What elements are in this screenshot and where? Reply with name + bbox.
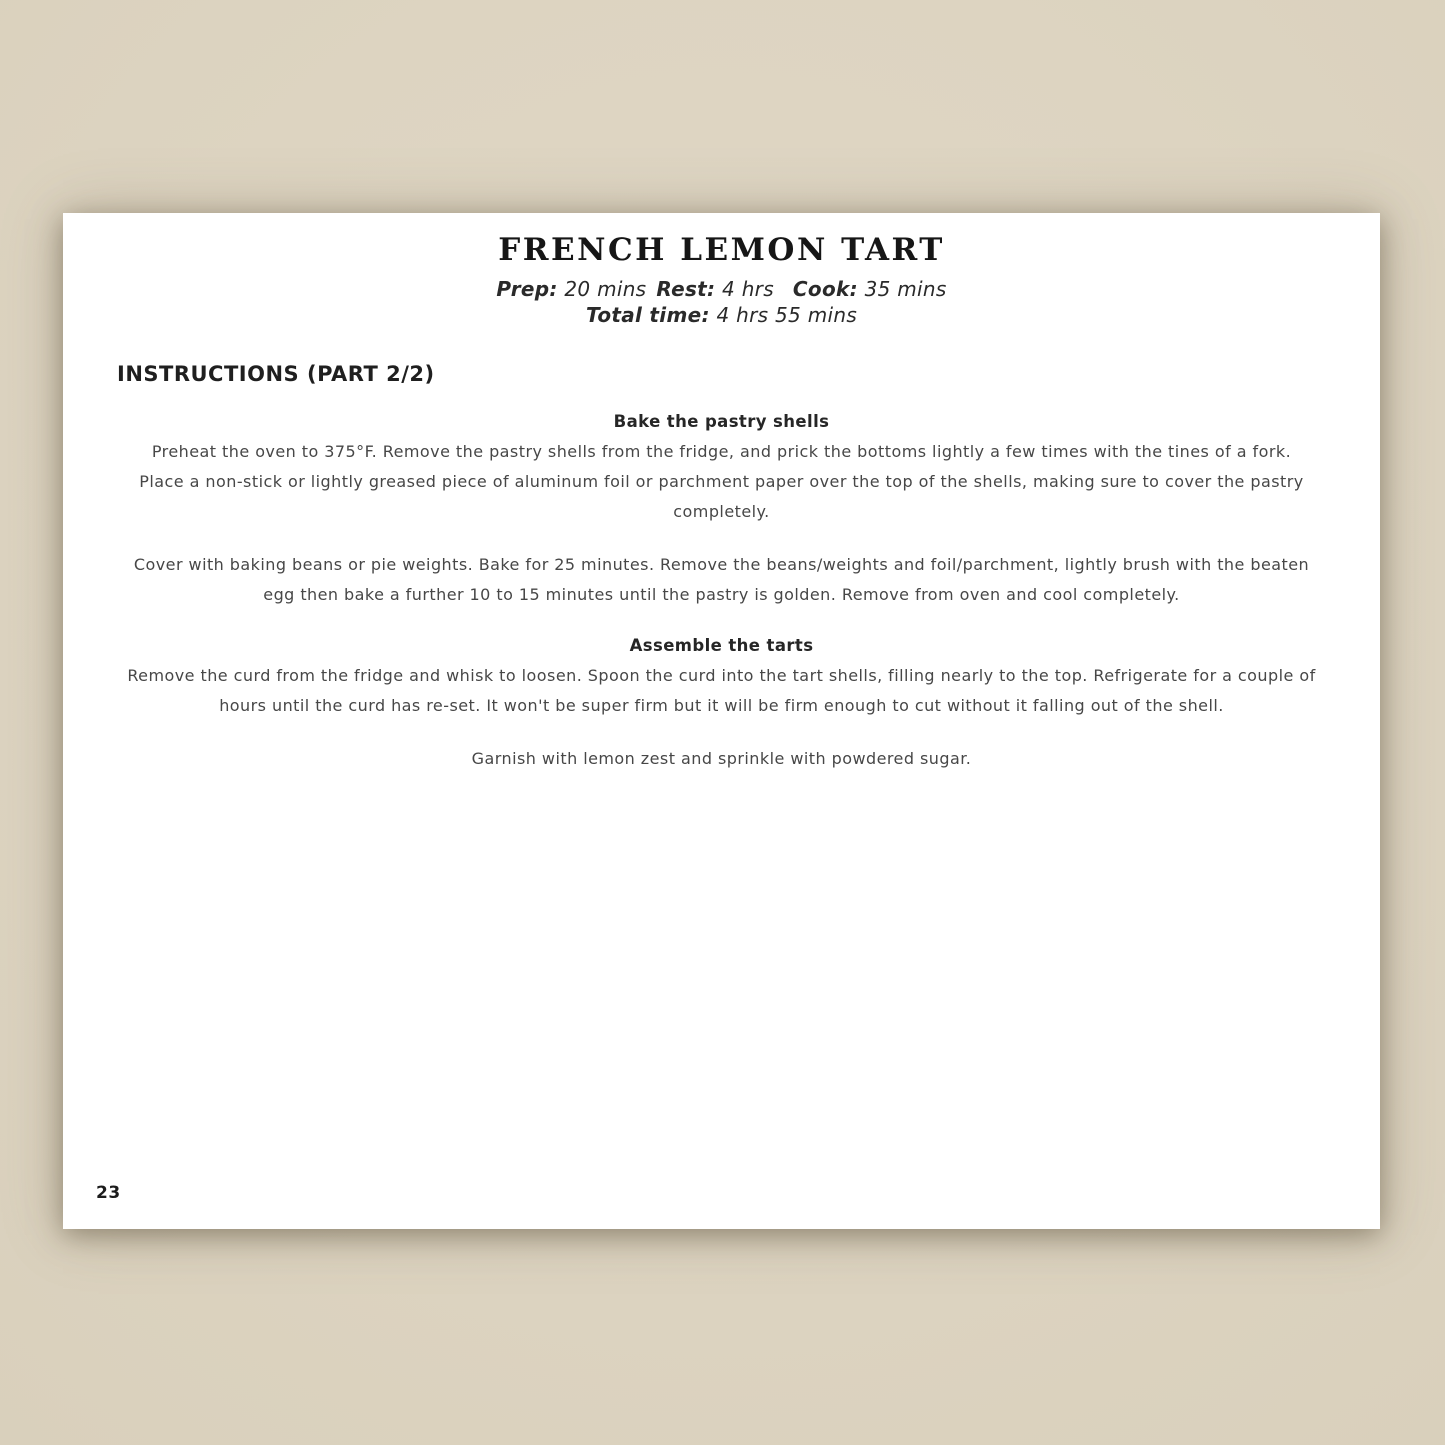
rest-value: 4 hrs <box>722 276 774 301</box>
total-time-label: Total time: <box>585 302 710 327</box>
recipe-title: FRENCH LEMON TART <box>498 232 945 268</box>
instructions-part-label: INSTRUCTIONS (PART 2/2) <box>117 361 435 386</box>
step-heading-assemble: Assemble the tarts <box>629 635 814 655</box>
step-paragraph: Cover with baking beans or pie weights. Bake for 25 minutes. Remove the beans/weights and foil/parchment, lightly brush with the beaten egg then bake a further 10 to 15 minutes until the pastry is golden. Remove from oven and cool completely. <box>133 554 1310 604</box>
prep-time <box>496 277 646 301</box>
recipe-page <box>63 213 1380 1229</box>
prep-value: 20 mins <box>564 276 647 301</box>
step-heading-bake: Bake the pastry shells <box>613 411 830 431</box>
cook-label: Cook: <box>792 276 858 301</box>
recipe-meta <box>63 276 1380 328</box>
step-paragraph: Remove the curd from the fridge and whisk to loosen. Spoon the curd into the tart shells, filling nearly to the top. Refrigerate for a couple of hours until the curd has re-set. It won't be super firm but it will be firm enough to cut without it falling out of the shell. <box>127 665 1316 715</box>
instruction-section-assemble <box>127 636 1316 774</box>
cook-time <box>793 277 947 301</box>
page-number: 23 <box>96 1183 121 1203</box>
recipe-meta-total <box>63 302 1380 328</box>
instructions-content <box>127 412 1316 774</box>
step-paragraph: Garnish with lemon zest and sprinkle with powdered sugar. <box>471 748 972 768</box>
instruction-section-bake <box>127 412 1316 610</box>
rest-label: Rest: <box>656 276 716 301</box>
cook-value: 35 mins <box>864 276 947 301</box>
total-time-value: 4 hrs 55 mins <box>716 302 858 327</box>
rest-time <box>656 277 774 301</box>
prep-label: Prep: <box>496 276 558 301</box>
recipe-meta-times <box>63 276 1380 302</box>
step-paragraph: Preheat the oven to 375°F. Remove the pastry shells from the fridge, and prick the bottoms lightly a few times with the tines of a fork. Place a non-stick or lightly greased piece of aluminum foil or parchment paper over the top of the shells, making sure to cover the pastry completely. <box>139 441 1304 521</box>
